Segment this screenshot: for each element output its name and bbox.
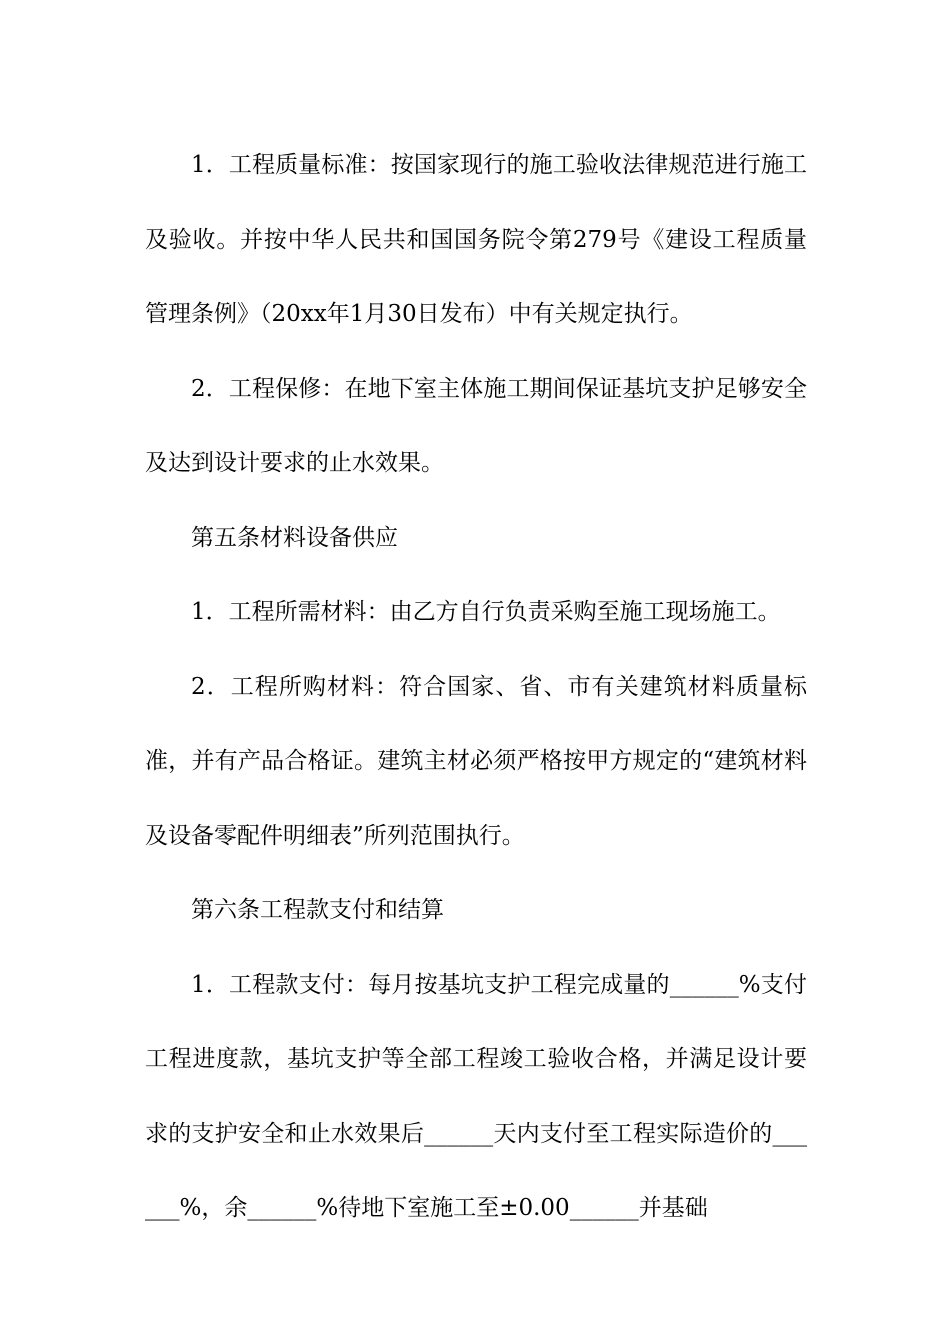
- paragraph-warranty: 2．工程保修：在地下室主体施工期间保证基坑支护足够安全及达到设计要求的止水效果。: [145, 375, 807, 476]
- paragraph-required-materials: 1．工程所需材料：由乙方自行负责采购至施工现场施工。: [191, 599, 781, 625]
- paragraph-quality-standard: 1．工程质量标准：按国家现行的施工验收法律规范进行施工及验收。并按中华人民共和国国务院令第279号《建设工程质量管理条例》（20xx年1月30日发布）中有关规定执行。: [145, 152, 807, 327]
- document-body: [145, 128, 807, 1246]
- section-heading-article-6: 第六条工程款支付和结算: [191, 897, 444, 923]
- paragraph-purchased-materials: 2．工程所购材料：符合国家、省、市有关建筑材料质量标准，并有产品合格证。建筑主材必须严格按甲方规定的“建筑材料及设备零配件明细表”所列范围执行。: [145, 673, 807, 849]
- section-heading-article-5: 第五条材料设备供应: [191, 524, 398, 551]
- paragraph-payment: 1．工程款支付：每月按基坑支护工程完成量的______%支付工程进度款，基坑支护等全部工程竣工验收合格，并满足设计要求的支护安全和止水效果后______天内支付至工程实际造价的______%，余______%待地下室施工至±0.00______并基础: [145, 971, 807, 1221]
